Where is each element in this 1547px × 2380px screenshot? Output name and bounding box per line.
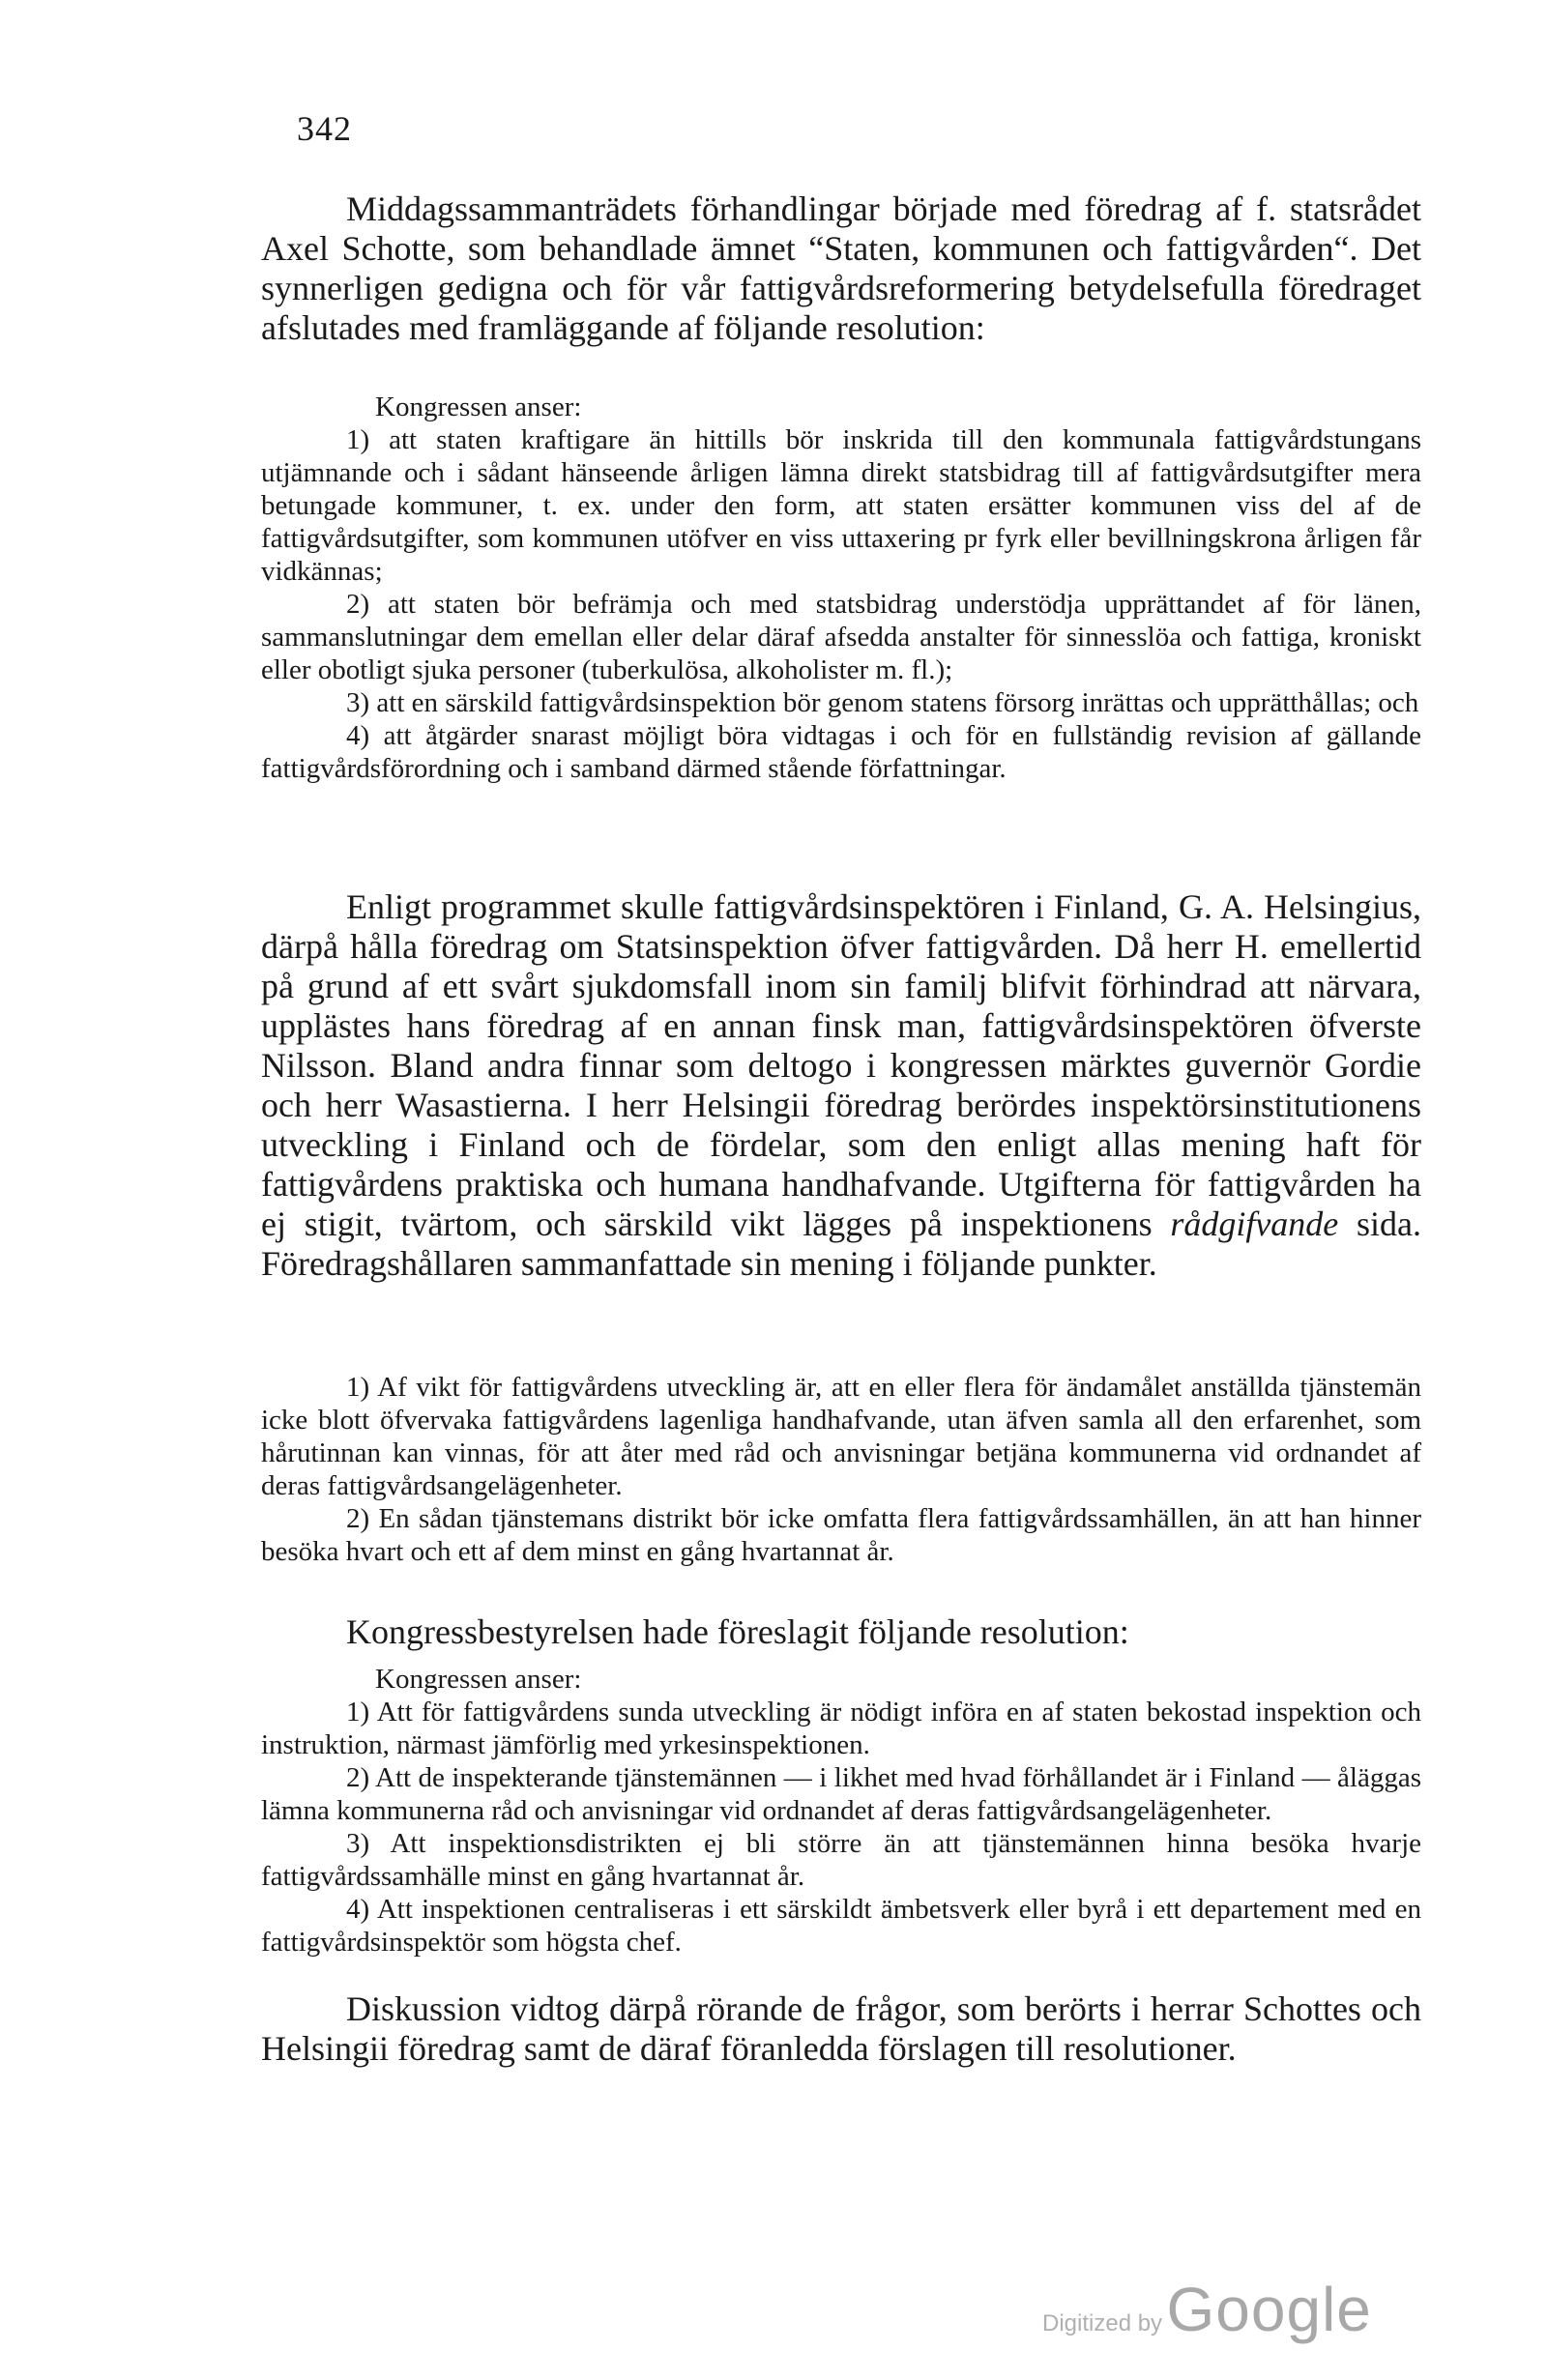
body-text-before: Enligt programmet skulle fattigvårdsinspektören i Finland, G. A. Helsingius, därpå hålla föredrag om Statsinspektion öfver fattigvården. Då herr H. emellertid på grund af ett svårt sjukdomsfall inom sin familj blifvit förhindrad att närvara, upplästes hans föredrag af en annan finsk man, fattigvårdsinspektören öfverste Nilsson. Bland andra finnar som deltogo i kongressen märktes guvernör Gordie och herr Wasastierna. I herr Helsingii föredrag berördes inspektörsinstitutionens utveckling i Finland och de fördelar, som den enligt allas mening haft för fattigvårdens praktiska och humana handhafvande. Utgifterna för fattigvården ha ej stigit, tvärtom, och särskild vikt lägges på inspektionens xyxy=(261,887,1421,1243)
digitized-watermark xyxy=(1042,2274,1372,2345)
board-heading xyxy=(261,1612,1421,1652)
resolution-1-item: 1) att staten kraftigare än hittills bör inskrida till den kommunala fattigvårdstungans utjämnande och i sådant hänseende årligen lämna direkt statsbidrag till af fattigvårdsutgifter mera betungade kommuner, t. ex. under den form, att staten ersätter kommunen viss del af de fattigvårdsutgifter, som kommunen utöfver en viss uttaxering pr fyrk eller bevillningskrona årligen får vidkännas; xyxy=(261,424,1421,587)
resolution-2 xyxy=(261,1663,1421,1959)
watermark-prefix: Digitized by xyxy=(1042,2310,1163,2336)
board-heading-text: Kongressbestyrelsen hade föreslagit följande resolution: xyxy=(346,1612,1129,1651)
resolution-1-lead: Kongressen anser: xyxy=(375,392,582,422)
resolution-2-item: 3) Att inspektionsdistrikten ej bli större än att tjänstemännen hinna besöka hvarje fattigvårdssamhälle minst en gång hvartannat år. xyxy=(261,1828,1421,1892)
body-text-after: sida. Föredragshållaren sammanfattade sin mening i följande punkter. xyxy=(261,1205,1422,1283)
page-number: 342 xyxy=(297,109,352,148)
resolution-1-item: 2) att staten bör befrämja och med statsbidrag understödja upprättandet af för länen, sammanslutningar dem emellan eller delar däraf afsedda anstalter för sinnesslöa och fattiga, kroniskt eller obotligt sjuka personer (tuberkulösa, alkoholister m. fl.); xyxy=(261,589,1421,685)
resolution-1-item: 3) att en särskild fattigvårdsinspektion bör genom statens försorg inrättas och upprätthållas; och xyxy=(346,687,1419,718)
point-item: 2) En sådan tjänstemans distrikt bör icke omfatta flera fattigvårdssamhällen, än att han hinner besöka hvart och ett af dem minst en gång hvartannat år. xyxy=(261,1503,1421,1567)
resolution-2-item: 4) Att inspektionen centraliseras i ett särskildt ämbetsverk eller byrå i ett departement med en fattigvårdsinspektör som högsta chef. xyxy=(261,1894,1421,1958)
body-text-emphasis: rådgifvande xyxy=(1170,1205,1339,1243)
resolution-2-lead: Kongressen anser: xyxy=(375,1664,582,1695)
intro-text: Middagssammanträdets förhandlingar började med föredrag af f. statsrådet Axel Schotte, som behandlade ämnet “Staten, kommunen och fattigvården“. Det synnerligen gedigna och för vår fattigvårdsreformering betydelsefulla föredraget afslutades med framläggande af följande resolution: xyxy=(261,189,1421,347)
intro-paragraph xyxy=(261,189,1421,348)
body-paragraph xyxy=(261,887,1421,1284)
closing-paragraph xyxy=(261,1989,1421,2069)
closing-text: Diskussion vidtog därpå rörande de frågor, som berörts i herrar Schottes och Helsingii föredrag samt de däraf föranledda förslagen till resolutioner. xyxy=(261,1989,1421,2068)
points-list xyxy=(261,1371,1421,1568)
resolution-2-item: 1) Att för fattigvårdens sunda utveckling är nödigt införa en af staten bekostad inspektion och instruktion, närmast jämförlig med yrkesinspektionen. xyxy=(261,1697,1421,1760)
google-logo: Google xyxy=(1166,2275,1372,2344)
resolution-1-item: 4) att åtgärder snarast möjligt böra vidtagas i och för en fullständig revision af gällande fattigvårdsförordning och i samband därmed stående författningar. xyxy=(261,720,1421,784)
resolution-2-item: 2) Att de inspekterande tjänstemännen — i likhet med hvad förhållandet är i Finland — åläggas lämna kommunerna råd och anvisningar vid ordnandet af deras fattigvårdsangelägenheter. xyxy=(261,1762,1421,1826)
resolution-1 xyxy=(261,391,1421,785)
point-item: 1) Af vikt för fattigvårdens utveckling är, att en eller flera för ändamålet anställda tjänstemän icke blott öfvervaka fattigvårdens lagenliga handhafvande, utan äfven samla all den erfarenhet, som hårutinnan kan vinnas, för att åter med råd och anvisningar betjäna kommunerna vid ordnandet af deras fattigvårdsangelägenheter. xyxy=(261,1372,1421,1501)
